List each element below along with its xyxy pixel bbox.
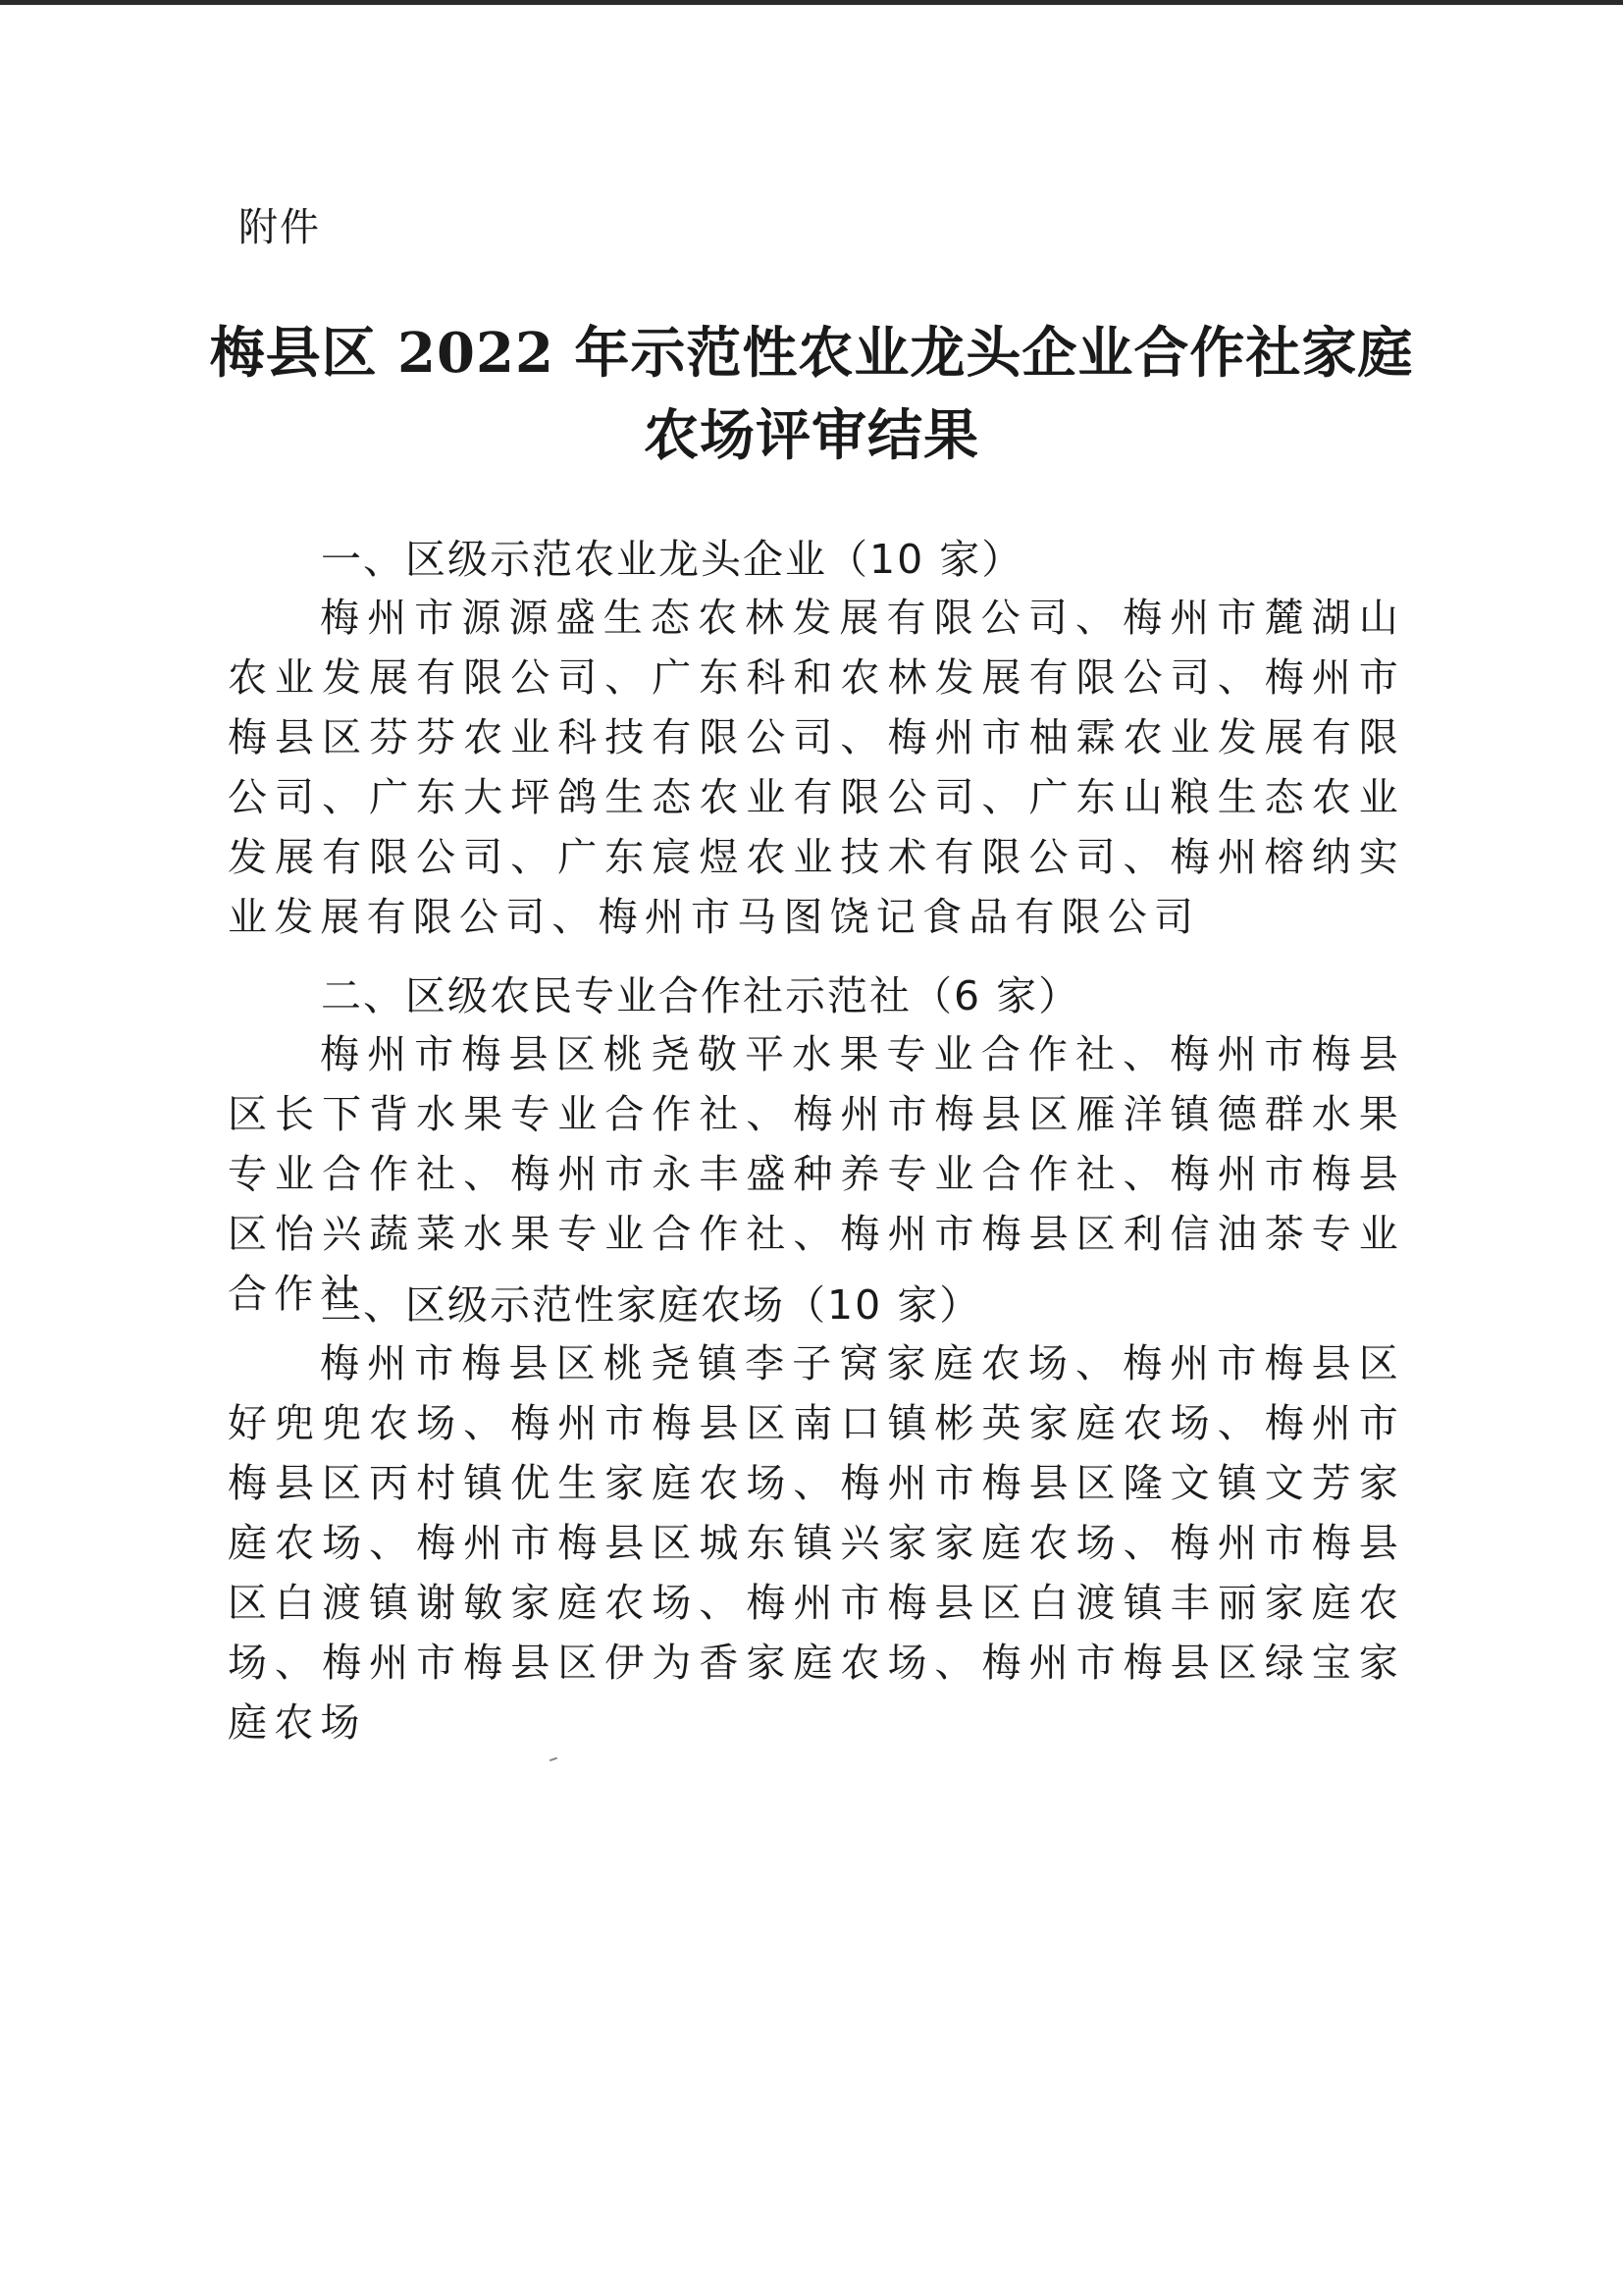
section-body: 梅州市源源盛生态农林发展有限公司、梅州市麓湖山农业发展有限公司、广东科和农林发展有限公司、梅州市梅县区芬芬农业科技有限公司、梅州市柚霖农业发展有限公司、广东大坪鸽生态农业有限公司、广东山粮生态农业发展有限公司、广东宸煜农业技术有限公司、梅州榕纳实业发展有限公司、梅州市马图饶记食品有限公司 (228, 596, 1405, 940)
section-body: 梅州市梅县区桃尧镇李子窝家庭农场、梅州市梅县区好兜兜农场、梅州市梅县区南口镇彬英家庭农场、梅州市梅县区丙村镇优生家庭农场、梅州市梅县区隆文镇文芳家庭农场、梅州市梅县区城东镇兴家家庭农场、梅州市梅县区白渡镇谢敏家庭农场、梅州市梅县区白渡镇丰丽家庭农场、梅州市梅县区伊为香家庭农场、梅州市梅县区绿宝家庭农场 (228, 1341, 1405, 1746)
section-heading: 一、区级示范农业龙头企业（10 家） (321, 536, 1024, 583)
section-cooperatives (228, 966, 1405, 1325)
section-heading: 二、区级农民专业合作社示范社（6 家） (321, 972, 1081, 1019)
section-leading-enterprises (228, 530, 1405, 948)
document-title: 梅县区 2022 年示范性农业龙头企业合作社家庭农场评审结果 (209, 321, 1414, 468)
attachment-label: 附件 (238, 205, 321, 250)
section-family-farms (228, 1276, 1405, 1753)
scan-speck (550, 1757, 557, 1762)
section-heading: 三、区级示范性家庭农场（10 家） (321, 1281, 982, 1329)
section-body: 梅州市梅县区桃尧敬平水果专业合作社、梅州市梅县区长下背水果专业合作社、梅州市梅县区雁洋镇德群水果专业合作社、梅州市永丰盛种养专业合作社、梅州市梅县区怡兴蔬菜水果专业合作社、梅州市梅县区利信油茶专业合作社 (228, 1032, 1405, 1317)
